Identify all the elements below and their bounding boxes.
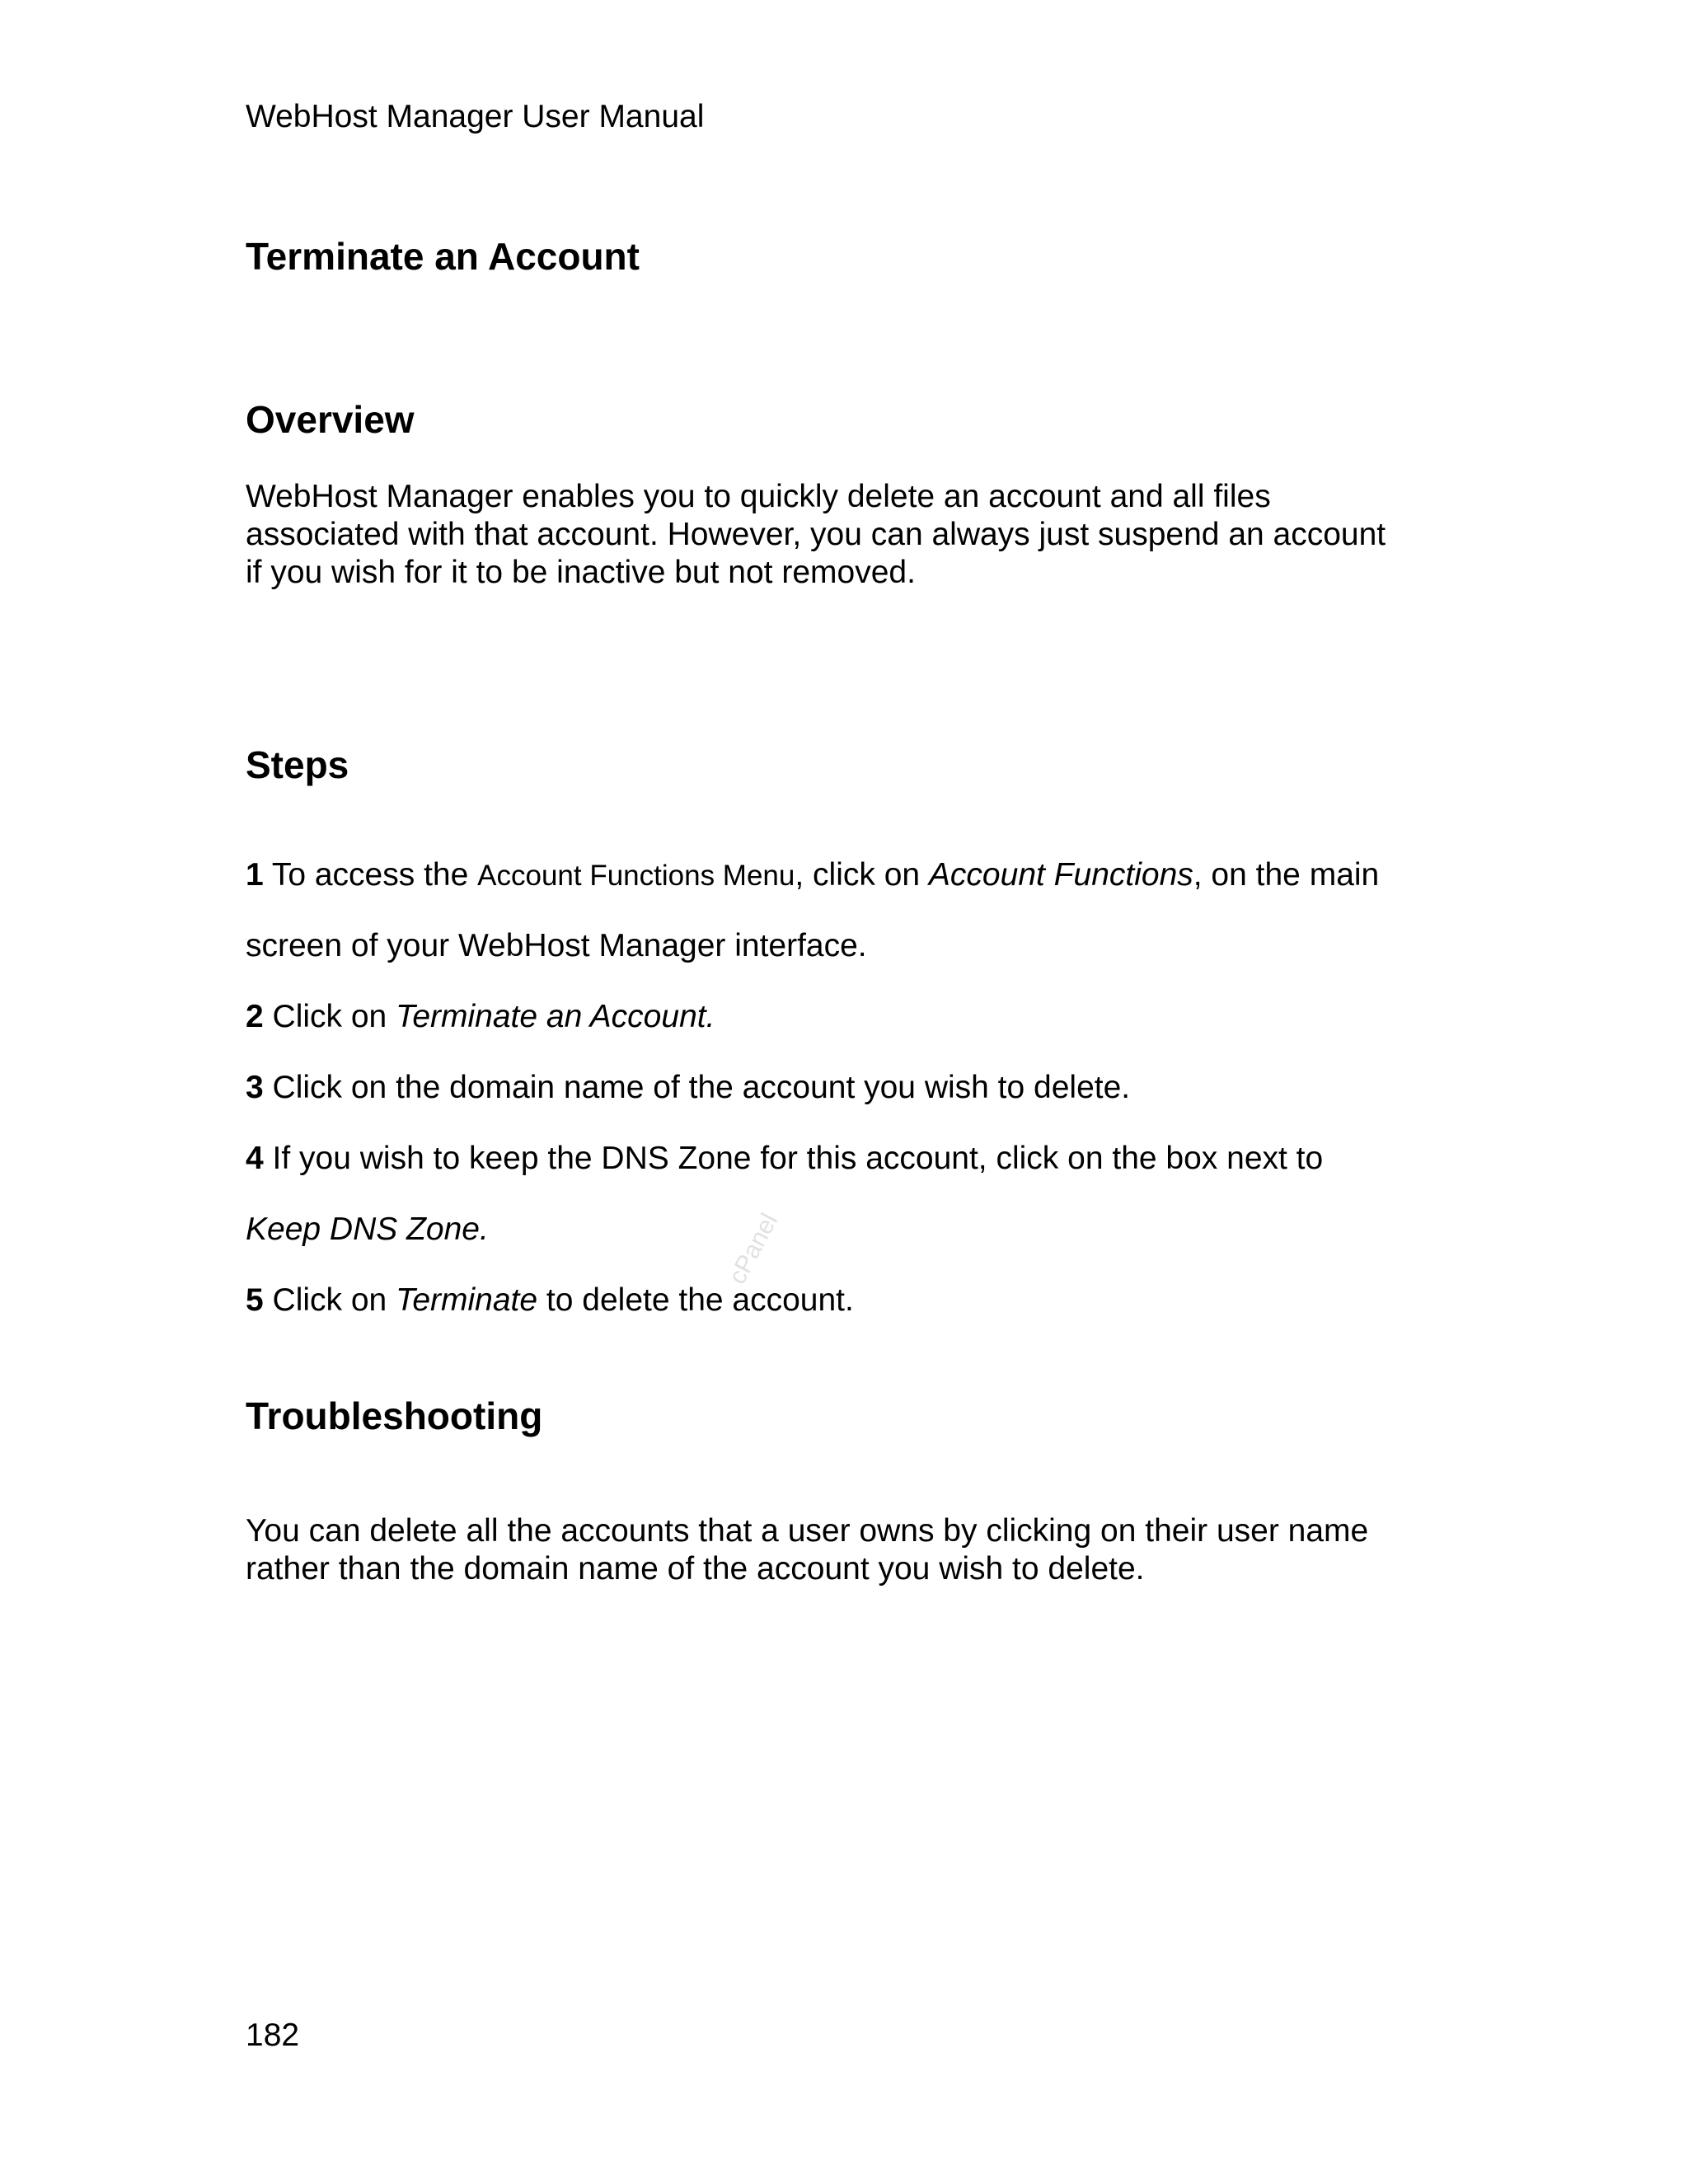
step-1: [246, 855, 1379, 896]
step-1-continued: screen of your WebHost Manager interface.: [246, 928, 867, 963]
page-number: 182: [246, 2018, 300, 2053]
step-text: , on the main: [1193, 857, 1380, 893]
running-header: WebHost Manager User Manual: [246, 99, 705, 134]
step-2: [246, 997, 715, 1037]
step-4-continued: [246, 1210, 489, 1249]
steps-heading: Steps: [246, 743, 349, 786]
step-text: If you wish to keep the DNS Zone for this account, click on the box next to: [263, 1141, 1324, 1176]
overview-line: associated with that account. However, you can always just suspend an account: [246, 517, 1386, 552]
step-3: [246, 1068, 1130, 1108]
troubleshooting-heading: Troubleshooting: [246, 1394, 543, 1437]
step-text: Click on: [263, 999, 396, 1034]
step-text: Click on the domain name of the account you wish to delete.: [263, 1070, 1131, 1105]
overview-line: WebHost Manager enables you to quickly delete an account and all files: [246, 479, 1271, 514]
step-number: 4: [246, 1141, 264, 1176]
step-text: Click on: [263, 1282, 396, 1318]
step-ui-reference: Account Functions: [928, 857, 1193, 893]
step-number: 2: [246, 999, 264, 1034]
troubleshooting-line: You can delete all the accounts that a user owns by clicking on their user name: [246, 1513, 1369, 1549]
overview-heading: Overview: [246, 398, 415, 441]
step-text: To access the: [263, 857, 478, 893]
step-5: [246, 1281, 854, 1320]
overview-paragraph: [246, 478, 1449, 592]
step-number: 3: [246, 1070, 264, 1105]
step-ui-reference: Keep DNS Zone.: [246, 1212, 489, 1247]
troubleshooting-line: rather than the domain name of the account you wish to delete.: [246, 1551, 1145, 1586]
step-text: to delete the account.: [537, 1282, 854, 1318]
step-4: [246, 1139, 1323, 1179]
step-number: 1: [246, 857, 264, 893]
overview-line: if you wish for it to be inactive but not removed.: [246, 555, 916, 590]
step-ui-reference: Terminate an Account.: [396, 999, 715, 1034]
page-title: Terminate an Account: [246, 235, 640, 278]
step-number: 5: [246, 1282, 264, 1318]
troubleshooting-paragraph: [246, 1512, 1449, 1588]
step-text: , click on: [795, 857, 929, 893]
watermark: cPanel: [724, 1209, 784, 1289]
step-menu-name: Account Functions Menu: [477, 860, 795, 892]
step-ui-reference: Terminate: [396, 1282, 538, 1318]
